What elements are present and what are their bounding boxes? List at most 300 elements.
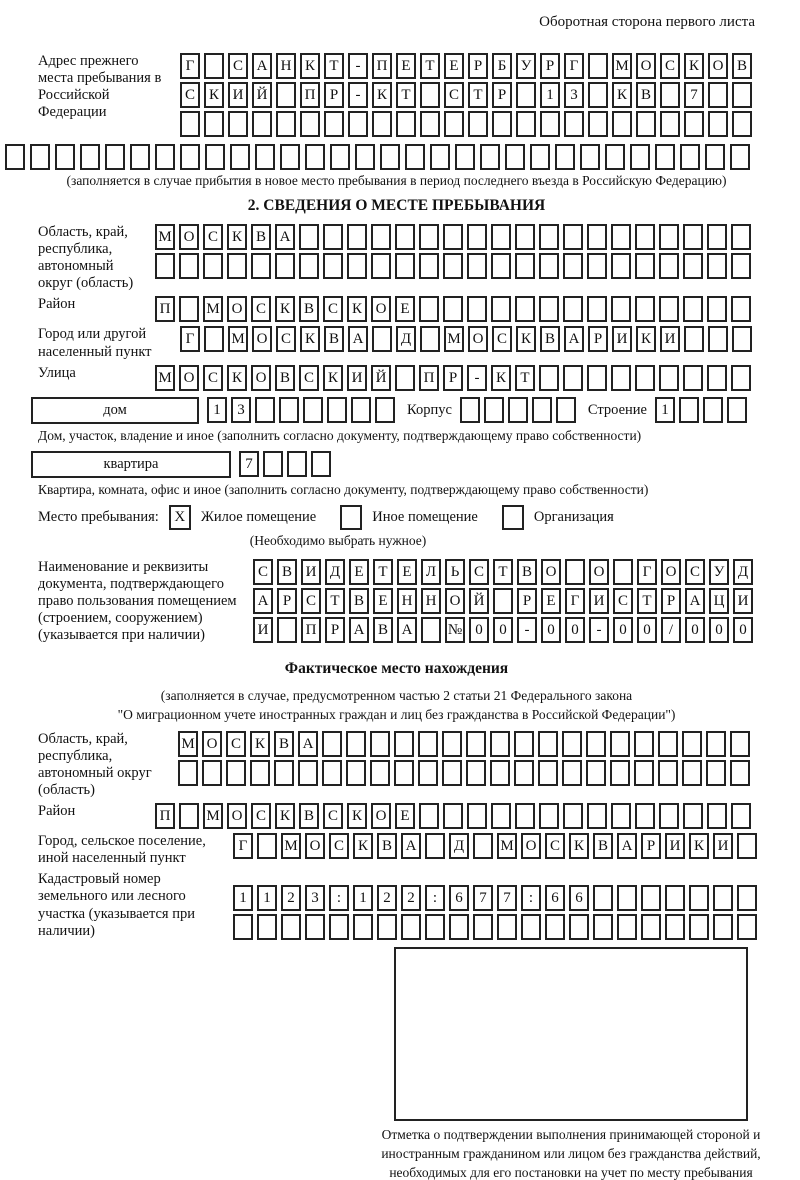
char-cell[interactable]: Р [443,365,463,391]
char-cell[interactable] [538,731,558,757]
char-cell[interactable] [275,253,295,279]
char-cell[interactable] [484,397,504,423]
char-cell[interactable] [539,296,559,322]
char-cell[interactable] [732,326,752,352]
char-cell[interactable] [492,111,512,137]
char-cell[interactable] [659,253,679,279]
char-cell[interactable] [611,224,631,250]
char-cell[interactable]: 0 [709,617,729,643]
char-cell[interactable]: Е [395,296,415,322]
char-cell[interactable] [514,760,534,786]
char-cell[interactable] [580,144,600,170]
char-cell[interactable]: П [155,296,175,322]
char-cell[interactable] [330,144,350,170]
char-cell[interactable] [255,144,275,170]
char-cell[interactable]: 2 [401,885,421,911]
char-cell[interactable] [515,224,535,250]
char-cell[interactable] [731,253,751,279]
char-cell[interactable] [202,760,222,786]
char-cell[interactable] [706,760,726,786]
char-cell[interactable]: В [299,296,319,322]
char-cell[interactable] [611,803,631,829]
char-cell[interactable] [443,803,463,829]
char-cell[interactable] [480,144,500,170]
char-cell[interactable]: М [203,296,223,322]
char-cell[interactable] [180,144,200,170]
char-cell[interactable]: Д [325,559,345,585]
char-cell[interactable]: О [251,365,271,391]
char-cell[interactable]: О [202,731,222,757]
char-cell[interactable]: 7 [473,885,493,911]
char-cell[interactable]: Д [396,326,416,352]
char-cell[interactable] [375,397,395,423]
char-cell[interactable]: 3 [305,885,325,911]
char-cell[interactable]: П [300,82,320,108]
char-cell[interactable]: К [569,833,589,859]
char-cell[interactable] [263,451,283,477]
char-cell[interactable]: Й [371,365,391,391]
char-cell[interactable] [731,803,751,829]
char-cell[interactable] [430,144,450,170]
char-cell[interactable] [130,144,150,170]
char-cell[interactable] [680,144,700,170]
char-cell[interactable]: А [401,833,421,859]
char-cell[interactable] [226,760,246,786]
char-cell[interactable] [329,914,349,940]
char-cell[interactable] [635,365,655,391]
char-cell[interactable] [418,760,438,786]
char-cell[interactable] [587,224,607,250]
char-cell[interactable]: К [204,82,224,108]
char-cell[interactable]: Р [517,588,537,614]
char-cell[interactable]: Р [588,326,608,352]
char-cell[interactable] [505,144,525,170]
char-cell[interactable]: К [516,326,536,352]
char-cell[interactable]: О [521,833,541,859]
char-cell[interactable]: М [281,833,301,859]
char-cell[interactable]: К [300,53,320,79]
char-cell[interactable] [251,253,271,279]
char-cell[interactable]: В [324,326,344,352]
char-cell[interactable]: 3 [564,82,584,108]
char-cell[interactable] [490,731,510,757]
char-cell[interactable]: В [275,365,295,391]
char-cell[interactable] [555,144,575,170]
stay-option-other-checkbox[interactable] [340,505,362,530]
char-cell[interactable]: П [419,365,439,391]
char-cell[interactable] [468,111,488,137]
char-cell[interactable] [180,111,200,137]
char-cell[interactable]: С [251,803,271,829]
char-cell[interactable] [467,803,487,829]
char-cell[interactable] [587,253,607,279]
char-cell[interactable]: С [301,588,321,614]
char-cell[interactable] [419,253,439,279]
char-cell[interactable]: А [685,588,705,614]
char-cell[interactable]: О [305,833,325,859]
char-cell[interactable] [516,111,536,137]
char-cell[interactable] [683,365,703,391]
char-cell[interactable]: Е [349,559,369,585]
char-cell[interactable]: М [203,803,223,829]
char-cell[interactable] [565,559,585,585]
char-cell[interactable]: В [517,559,537,585]
char-cell[interactable] [205,144,225,170]
char-cell[interactable]: Т [324,53,344,79]
char-cell[interactable] [514,731,534,757]
char-cell[interactable] [539,224,559,250]
char-cell[interactable] [707,365,727,391]
char-cell[interactable]: 6 [545,885,565,911]
char-cell[interactable]: - [348,53,368,79]
char-cell[interactable]: В [732,53,752,79]
char-cell[interactable]: К [689,833,709,859]
char-cell[interactable] [228,111,248,137]
char-cell[interactable] [539,253,559,279]
char-cell[interactable]: С [203,365,223,391]
char-cell[interactable]: К [227,365,247,391]
char-cell[interactable] [276,111,296,137]
char-cell[interactable] [299,253,319,279]
char-cell[interactable] [233,914,253,940]
char-cell[interactable] [532,397,552,423]
char-cell[interactable] [467,253,487,279]
char-cell[interactable]: С [329,833,349,859]
char-cell[interactable]: Ь [445,559,465,585]
char-cell[interactable]: Г [180,326,200,352]
char-cell[interactable] [635,224,655,250]
char-cell[interactable]: С [444,82,464,108]
char-cell[interactable] [707,803,727,829]
char-cell[interactable] [396,111,416,137]
char-cell[interactable] [539,365,559,391]
char-cell[interactable] [540,111,560,137]
char-cell[interactable]: Л [421,559,441,585]
char-cell[interactable]: О [179,224,199,250]
char-cell[interactable] [683,296,703,322]
char-cell[interactable] [322,760,342,786]
char-cell[interactable]: 0 [565,617,585,643]
char-cell[interactable]: Р [641,833,661,859]
char-cell[interactable] [658,760,678,786]
char-cell[interactable] [588,53,608,79]
char-cell[interactable]: А [252,53,272,79]
char-cell[interactable]: 0 [469,617,489,643]
char-cell[interactable] [178,760,198,786]
char-cell[interactable]: О [179,365,199,391]
char-cell[interactable]: А [348,326,368,352]
char-cell[interactable] [508,397,528,423]
char-cell[interactable] [394,731,414,757]
char-cell[interactable]: М [497,833,517,859]
char-cell[interactable] [444,111,464,137]
char-cell[interactable]: Е [395,803,415,829]
char-cell[interactable] [707,253,727,279]
char-cell[interactable] [706,731,726,757]
char-cell[interactable] [466,731,486,757]
char-cell[interactable] [587,803,607,829]
char-cell[interactable] [730,731,750,757]
char-cell[interactable]: К [491,365,511,391]
char-cell[interactable] [593,885,613,911]
char-cell[interactable]: М [228,326,248,352]
char-cell[interactable] [587,296,607,322]
char-cell[interactable] [155,144,175,170]
char-cell[interactable] [684,111,704,137]
char-cell[interactable]: Й [469,588,489,614]
char-cell[interactable]: С [228,53,248,79]
char-cell[interactable]: М [155,365,175,391]
char-cell[interactable]: Р [661,588,681,614]
char-cell[interactable]: Б [492,53,512,79]
char-cell[interactable]: Т [493,559,513,585]
char-cell[interactable]: - [589,617,609,643]
char-cell[interactable] [491,224,511,250]
char-cell[interactable]: Е [397,559,417,585]
char-cell[interactable]: И [301,559,321,585]
char-cell[interactable] [274,760,294,786]
char-cell[interactable] [530,144,550,170]
char-cell[interactable]: 1 [540,82,560,108]
char-cell[interactable] [449,914,469,940]
char-cell[interactable] [630,144,650,170]
char-cell[interactable] [655,144,675,170]
char-cell[interactable] [230,144,250,170]
char-cell[interactable] [689,914,709,940]
char-cell[interactable]: 1 [233,885,253,911]
char-cell[interactable]: С [660,53,680,79]
char-cell[interactable]: О [371,803,391,829]
char-cell[interactable] [425,914,445,940]
char-cell[interactable]: Е [373,588,393,614]
char-cell[interactable] [569,914,589,940]
char-cell[interactable]: 3 [231,397,251,423]
char-cell[interactable]: Р [492,82,512,108]
char-cell[interactable] [737,833,757,859]
char-cell[interactable]: С [685,559,705,585]
char-cell[interactable]: О [445,588,465,614]
char-cell[interactable] [516,82,536,108]
char-cell[interactable]: Н [276,53,296,79]
char-cell[interactable]: Т [515,365,535,391]
char-cell[interactable]: 7 [684,82,704,108]
char-cell[interactable]: Г [180,53,200,79]
char-cell[interactable]: К [347,296,367,322]
char-cell[interactable]: К [612,82,632,108]
char-cell[interactable] [634,731,654,757]
char-cell[interactable] [737,885,757,911]
char-cell[interactable] [204,53,224,79]
char-cell[interactable]: В [299,803,319,829]
char-cell[interactable]: О [708,53,728,79]
char-cell[interactable] [497,914,517,940]
char-cell[interactable]: 6 [569,885,589,911]
char-cell[interactable]: Т [468,82,488,108]
char-cell[interactable]: В [593,833,613,859]
char-cell[interactable] [204,326,224,352]
char-cell[interactable]: А [349,617,369,643]
char-cell[interactable] [515,803,535,829]
char-cell[interactable] [371,224,391,250]
char-cell[interactable] [610,731,630,757]
char-cell[interactable] [730,760,750,786]
char-cell[interactable] [443,224,463,250]
char-cell[interactable]: П [155,803,175,829]
char-cell[interactable]: С [180,82,200,108]
char-cell[interactable]: Е [444,53,464,79]
char-cell[interactable]: К [636,326,656,352]
char-cell[interactable] [347,253,367,279]
char-cell[interactable] [298,760,318,786]
char-cell[interactable] [515,296,535,322]
char-cell[interactable]: К [347,803,367,829]
char-cell[interactable]: Р [540,53,560,79]
char-cell[interactable] [300,111,320,137]
char-cell[interactable] [105,144,125,170]
char-cell[interactable] [617,885,637,911]
char-cell[interactable]: М [612,53,632,79]
char-cell[interactable] [588,82,608,108]
char-cell[interactable]: И [612,326,632,352]
char-cell[interactable] [491,803,511,829]
char-cell[interactable]: 1 [207,397,227,423]
char-cell[interactable] [473,914,493,940]
char-cell[interactable]: А [564,326,584,352]
stay-option-residential-checkbox[interactable]: X [169,505,191,530]
char-cell[interactable]: О [636,53,656,79]
char-cell[interactable]: Т [396,82,416,108]
char-cell[interactable]: 0 [541,617,561,643]
char-cell[interactable]: Г [564,53,584,79]
char-cell[interactable] [425,833,445,859]
char-cell[interactable] [5,144,25,170]
char-cell[interactable]: Г [233,833,253,859]
char-cell[interactable]: С [276,326,296,352]
char-cell[interactable] [683,224,703,250]
char-cell[interactable] [538,760,558,786]
char-cell[interactable] [255,397,275,423]
char-cell[interactable] [179,803,199,829]
char-cell[interactable] [371,253,391,279]
char-cell[interactable] [562,760,582,786]
char-cell[interactable]: 0 [685,617,705,643]
char-cell[interactable]: С [251,296,271,322]
apartment-type-box[interactable]: квартира [31,451,231,478]
char-cell[interactable] [587,365,607,391]
char-cell[interactable]: С [469,559,489,585]
char-cell[interactable] [737,914,757,940]
char-cell[interactable] [730,144,750,170]
char-cell[interactable]: 0 [733,617,753,643]
char-cell[interactable]: К [275,803,295,829]
char-cell[interactable]: Д [449,833,469,859]
char-cell[interactable]: - [467,365,487,391]
char-cell[interactable] [635,253,655,279]
char-cell[interactable] [420,111,440,137]
char-cell[interactable] [405,144,425,170]
char-cell[interactable]: В [377,833,397,859]
char-cell[interactable] [348,111,368,137]
char-cell[interactable]: П [372,53,392,79]
char-cell[interactable] [491,253,511,279]
char-cell[interactable]: : [425,885,445,911]
char-cell[interactable] [280,144,300,170]
char-cell[interactable] [605,144,625,170]
char-cell[interactable] [732,111,752,137]
char-cell[interactable] [355,144,375,170]
char-cell[interactable]: 1 [353,885,373,911]
char-cell[interactable] [418,731,438,757]
char-cell[interactable] [305,914,325,940]
char-cell[interactable] [708,326,728,352]
char-cell[interactable] [347,224,367,250]
char-cell[interactable] [617,914,637,940]
char-cell[interactable] [635,296,655,322]
char-cell[interactable]: И [713,833,733,859]
char-cell[interactable] [420,82,440,108]
char-cell[interactable]: С [323,803,343,829]
char-cell[interactable] [305,144,325,170]
char-cell[interactable] [252,111,272,137]
char-cell[interactable]: А [617,833,637,859]
char-cell[interactable]: 0 [613,617,633,643]
char-cell[interactable]: О [541,559,561,585]
char-cell[interactable] [323,253,343,279]
char-cell[interactable] [683,253,703,279]
char-cell[interactable] [346,760,366,786]
char-cell[interactable]: К [684,53,704,79]
char-cell[interactable] [660,82,680,108]
char-cell[interactable]: - [517,617,537,643]
char-cell[interactable]: С [226,731,246,757]
char-cell[interactable] [731,224,751,250]
char-cell[interactable]: М [178,731,198,757]
char-cell[interactable] [281,914,301,940]
char-cell[interactable]: И [733,588,753,614]
char-cell[interactable]: 7 [239,451,259,477]
char-cell[interactable]: В [277,559,297,585]
char-cell[interactable] [635,803,655,829]
char-cell[interactable] [731,365,751,391]
char-cell[interactable] [442,731,462,757]
char-cell[interactable] [659,296,679,322]
char-cell[interactable] [179,253,199,279]
char-cell[interactable]: П [301,617,321,643]
char-cell[interactable] [610,760,630,786]
char-cell[interactable]: / [661,617,681,643]
char-cell[interactable] [250,760,270,786]
char-cell[interactable] [563,253,583,279]
char-cell[interactable]: С [203,224,223,250]
char-cell[interactable]: Т [637,588,657,614]
char-cell[interactable]: К [250,731,270,757]
char-cell[interactable]: № [445,617,465,643]
char-cell[interactable] [713,914,733,940]
char-cell[interactable] [322,731,342,757]
char-cell[interactable]: У [516,53,536,79]
char-cell[interactable]: : [521,885,541,911]
char-cell[interactable] [659,365,679,391]
char-cell[interactable] [665,885,685,911]
char-cell[interactable]: Т [420,53,440,79]
char-cell[interactable]: В [349,588,369,614]
char-cell[interactable] [491,296,511,322]
char-cell[interactable]: О [371,296,391,322]
char-cell[interactable] [684,326,704,352]
char-cell[interactable] [708,111,728,137]
char-cell[interactable] [353,914,373,940]
char-cell[interactable] [395,365,415,391]
